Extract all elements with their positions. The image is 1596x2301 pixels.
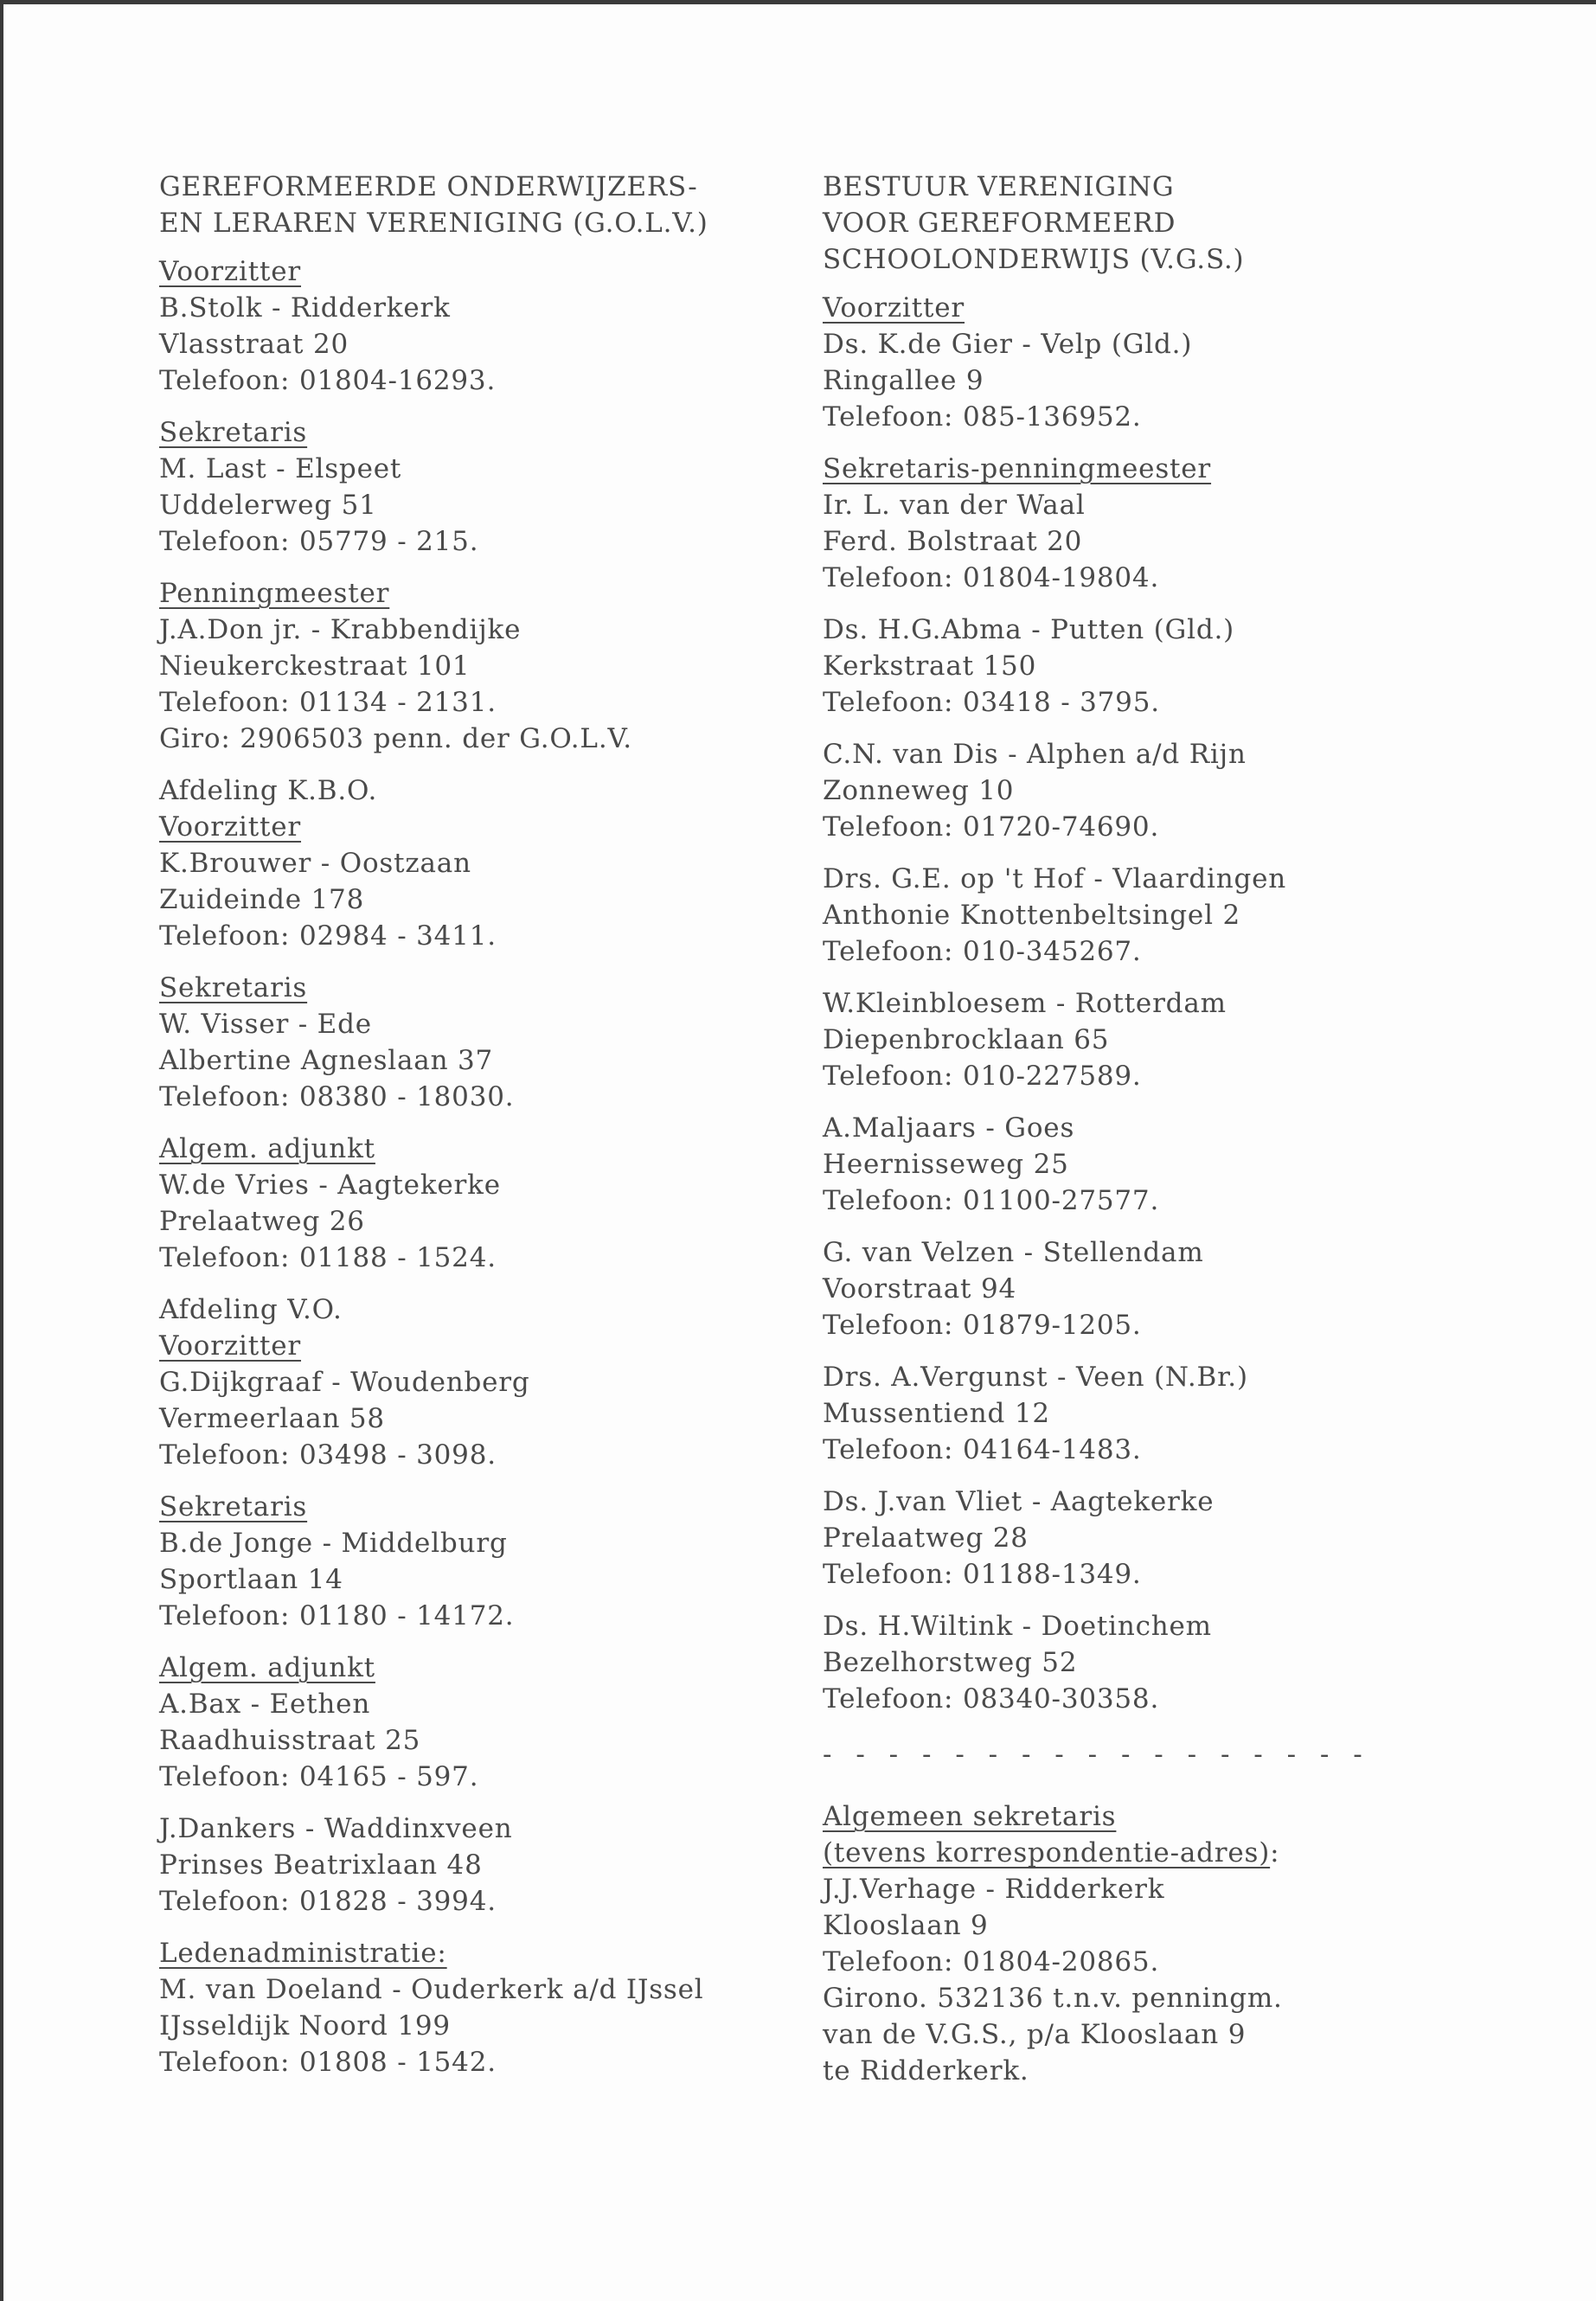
contact-line: Vlasstraat 20 [159,329,349,360]
contact-line: Diepenbrocklaan 65 [823,1024,1110,1055]
contact-line: van de V.G.S., p/a Klooslaan 9 [823,2019,1247,2050]
general-secretary-block [823,1798,1480,2089]
golv-heading [159,169,817,241]
role-row [823,451,1480,487]
contact-block [159,575,817,757]
contact-line: Telefoon: 01804-20865. [823,1946,1160,1977]
heading-line: SCHOOLONDERWIJS (V.G.S.) [823,244,1245,275]
role-label: Voorzitter [159,256,302,287]
contact-line: B.Stolk - Ridderkerk [159,292,451,324]
separator-line: - - - - - - - - - - - - - - - - - [823,1739,1370,1770]
contact-line: Prelaatweg 28 [823,1522,1029,1554]
contact-line: Klooslaan 9 [823,1910,989,1941]
heading-line: EN LERAREN VERENIGING (G.O.L.V.) [159,208,708,239]
role-label: Voorzitter [823,292,965,324]
contact-line: Ds. K.de Gier - Velp (Gld.) [823,329,1193,360]
contact-line: K.Brouwer - Oostzaan [159,848,471,879]
contact-line: Telefoon: 01188 - 1524. [159,1242,497,1273]
contact-line: Telefoon: 01828 - 3994. [159,1886,497,1917]
contact-line: Telefoon: 04165 - 597. [159,1761,479,1792]
vgs-column [823,169,1480,2105]
contact-line: Telefoon: 01188-1349. [823,1559,1142,1590]
general-secretary-lines [823,1871,1480,2089]
contact-block [823,1110,1480,1219]
golv-contact-list [159,253,817,2080]
contact-block [159,772,817,954]
role-row [159,414,817,451]
contact-line: Telefoon: 02984 - 3411. [159,920,497,952]
role-label: Sekretaris [159,1491,308,1522]
role-label: Penningmeester [159,578,390,609]
role-label: Algem. adjunkt [159,1652,375,1683]
vgs-contact-list [823,290,1480,1717]
contact-line: Prelaatweg 26 [159,1206,365,1237]
contact-line: Voorstraat 94 [823,1273,1016,1304]
contact-block [823,861,1480,970]
contact-line: Telefoon: 01180 - 14172. [159,1600,515,1631]
contact-line: Telefoon: 01720-74690. [823,811,1160,843]
vgs-heading [823,169,1480,278]
contact-block [159,253,817,399]
contact-line: G. van Velzen - Stellendam [823,1237,1204,1268]
contact-line: Nieukerckestraat 101 [159,651,471,682]
contact-line: Telefoon: 03418 - 3795. [823,687,1160,718]
contact-line: Telefoon: 01134 - 2131. [159,687,497,718]
contact-line: M. van Doeland - Ouderkerk a/d IJssel [159,1974,704,2005]
contact-line: te Ridderkerk. [823,2055,1029,2086]
contact-line: Kerkstraat 150 [823,651,1037,682]
contact-line: Drs. A.Vergunst - Veen (N.Br.) [823,1362,1248,1393]
contact-line: Telefoon: 010-227589. [823,1061,1142,1092]
contact-line: J.Dankers - Waddinxveen [159,1813,513,1844]
contact-line: Telefoon: 01804-19804. [823,562,1160,593]
contact-line: Sportlaan 14 [159,1564,343,1595]
contact-line: IJsseldijk Noord 199 [159,2010,451,2041]
contact-block [823,985,1480,1094]
contact-line: Ds. H.G.Abma - Putten (Gld.) [823,614,1235,645]
contact-line: G.Dijkgraaf - Woudenberg [159,1367,530,1398]
contact-line: W. Visser - Ede [159,1009,372,1040]
contact-block [823,1234,1480,1343]
contact-line: Telefoon: 01100-27577. [823,1185,1160,1216]
contact-line: Ringallee 9 [823,365,984,396]
contact-block [159,1935,817,2080]
contact-line: W.Kleinbloesem - Rotterdam [823,988,1227,1019]
heading-line: BESTUUR VERENIGING [823,171,1175,202]
contact-line: Bezelhorstweg 52 [823,1647,1078,1678]
role-label: Sekretaris [159,972,308,1003]
role-row [159,1131,817,1167]
contact-line: A.Maljaars - Goes [823,1112,1075,1144]
contact-line: Telefoon: 03498 - 3098. [159,1439,497,1471]
contact-block [823,612,1480,721]
role-label: Voorzitter [159,1330,302,1362]
contact-block [823,736,1480,845]
contact-line: Heernisseweg 25 [823,1149,1069,1180]
contact-line: M. Last - Elspeet [159,453,402,484]
contact-block [823,1484,1480,1593]
role-label: Algem. adjunkt [159,1133,375,1164]
contact-line: Telefoon: 01808 - 1542. [159,2047,497,2078]
contact-line: Prinses Beatrixlaan 48 [159,1849,483,1881]
contact-line: Anthonie Knottenbeltsingel 2 [823,900,1240,931]
contact-line: Telefoon: 08340-30358. [823,1683,1160,1715]
contact-block [823,1608,1480,1717]
contact-line: Ds. J.van Vliet - Aagtekerke [823,1486,1215,1517]
contact-line: Uddelerweg 51 [159,490,377,521]
contact-block [159,1489,817,1634]
contact-line: Telefoon: 08380 - 18030. [159,1081,515,1112]
contact-line: Vermeerlaan 58 [159,1403,385,1434]
correspondence-address-label: (tevens korrespondentie-adres) [823,1837,1271,1868]
contact-line: Telefoon: 05779 - 215. [159,526,479,557]
contact-block [159,970,817,1115]
contact-line: W.de Vries - Aagtekerke [159,1170,501,1201]
role-row [159,809,817,845]
contact-line: Telefoon: 010-345267. [823,936,1142,967]
contact-line: A.Bax - Eethen [159,1689,371,1720]
contact-line: B.de Jonge - Middelburg [159,1528,508,1559]
role-row [159,1935,817,1971]
role-label: Ledenadministratie: [159,1938,447,1969]
contact-line: Ferd. Bolstraat 20 [823,526,1083,557]
contact-line: Drs. G.E. op 't Hof - Vlaardingen [823,863,1287,894]
role-row [159,970,817,1006]
contact-line: Albertine Agneslaan 37 [159,1045,494,1076]
contact-line: Telefoon: 085-136952. [823,401,1142,433]
contact-line: C.N. van Dis - Alphen a/d Rijn [823,739,1247,770]
golv-column [159,169,817,2096]
contact-block [823,451,1480,596]
contact-block [159,414,817,560]
role-row [159,1650,817,1686]
contact-block [159,1650,817,1795]
contact-line: Ir. L. van der Waal [823,490,1086,521]
general-secretary-label: Algemeen sekretaris [823,1801,1117,1832]
contact-line: Giro: 2906503 penn. der G.O.L.V. [159,723,632,754]
contact-line: Zuideinde 178 [159,884,365,915]
contact-line: Telefoon: 01804-16293. [159,365,497,396]
contact-line: Mussentiend 12 [823,1398,1050,1429]
contact-line: Zonneweg 10 [823,775,1015,806]
section-title: Afdeling K.B.O. [159,775,378,806]
contact-line: Telefoon: 04164-1483. [823,1434,1142,1465]
role-label: Voorzitter [159,811,302,843]
label-colon: : [1270,1837,1280,1868]
section-title: Afdeling V.O. [159,1294,343,1325]
contact-line: Telefoon: 01879-1205. [823,1310,1142,1341]
contact-block [159,1811,817,1920]
role-row [159,253,817,290]
contact-block [159,1292,817,1473]
role-row [823,290,1480,326]
contact-line: J.J.Verhage - Ridderkerk [823,1874,1165,1905]
contact-line: Raadhuisstraat 25 [159,1725,421,1756]
contact-block [159,1131,817,1276]
role-row [159,1489,817,1525]
contact-block [823,290,1480,435]
role-row [159,1328,817,1364]
role-label: Sekretaris-penningmeester [823,453,1212,484]
contact-block [823,1359,1480,1468]
heading-line: GEREFORMEERDE ONDERWIJZERS- [159,171,698,202]
contact-line: Girono. 532136 t.n.v. penningm. [823,1983,1283,2014]
heading-line: VOOR GEREFORMEERD [823,208,1176,239]
role-row [159,575,817,612]
contact-line: Ds. H.Wiltink - Doetinchem [823,1611,1212,1642]
role-label: Sekretaris [159,417,308,448]
contact-line: J.A.Don jr. - Krabbendijke [159,614,522,645]
